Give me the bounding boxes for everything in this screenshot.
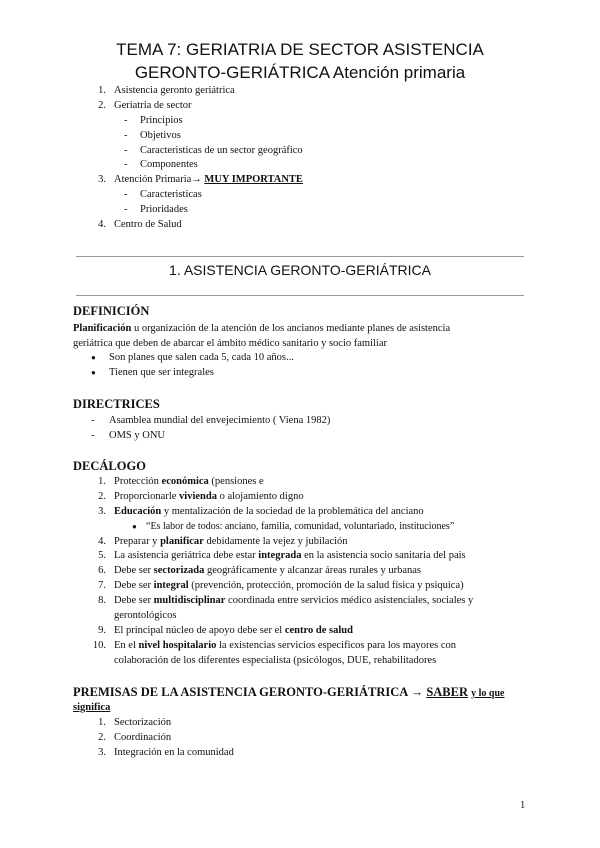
heading-directrices: DIRECTRICES bbox=[73, 397, 160, 411]
definicion-paragraph: Planificación u organización de la atención de los ancianos mediante planes de asistencia geriátrica que deben de abarcar el ámbito médico sanitario y socio familiar ● Son planes que salen cada 5, cada 10 años... ● Tienen que ser integrales bbox=[73, 322, 523, 381]
list-item: ● Tienen que ser integrales bbox=[73, 366, 523, 381]
toc-item: 4. Centro de Salud bbox=[98, 219, 182, 231]
toc-subitem: - Objetivos bbox=[124, 129, 181, 141]
divider bbox=[76, 256, 524, 257]
toc-item: 1. Asistencia geronto geriátrica bbox=[98, 85, 235, 96]
list-item: 3. Integración en la comunidad bbox=[98, 746, 234, 758]
list-item: 9. El principal núcleo de apoyo debe ser el centro de salud bbox=[98, 624, 353, 636]
toc-subitem: - Caracteristicas de un sector geográfico bbox=[124, 144, 303, 156]
list-item-continuation: colaboración de los diferentes especialista (psicólogos, DUE, rehabilitadores bbox=[114, 654, 437, 666]
list-item: 2. Proporcionarle vivienda o alojamiento digno bbox=[98, 490, 304, 502]
title-sub: Atención primaria bbox=[332, 63, 466, 82]
list-item: 6. Debe ser sectorizada geográficamente y alcanzar áreas rurales y urbanas bbox=[98, 565, 421, 577]
bullet-icon: ● bbox=[91, 368, 96, 378]
heading-definicion: DEFINICIÓN bbox=[73, 304, 150, 318]
directrices-list bbox=[73, 414, 523, 444]
toc-item: 3. Atención Primaria→ MUY IMPORTANTE bbox=[98, 174, 303, 186]
heading-decalogo: DECÁLOGO bbox=[73, 459, 146, 473]
heading-premisas-cont: significa bbox=[73, 702, 111, 713]
toc-item: 2. Geriatria de sector bbox=[98, 99, 192, 111]
arrow-icon: → bbox=[410, 685, 424, 699]
list-item: 1. Protección económica (pensiones e bbox=[98, 476, 264, 487]
list-subitem: ● “Es labor de todos: anciano, familia, comunidad, voluntariado, instituciones” bbox=[84, 520, 524, 535]
list-item: 10. En el nivel hospitalario la existencias servicios especificos para los mayores con bbox=[92, 639, 457, 651]
divider bbox=[76, 295, 524, 296]
title-main: GERONTO-GERIÁTRICA bbox=[134, 63, 330, 82]
arrow-icon: → bbox=[191, 174, 202, 186]
toc-subitem: - Prioridades bbox=[124, 204, 188, 216]
list-item: - OMS y ONU bbox=[91, 429, 166, 441]
emphasis-label: MUY IMPORTANTE bbox=[204, 174, 303, 186]
bullet-icon: ● bbox=[91, 353, 96, 363]
toc-subitem: - Caracteristicas bbox=[124, 189, 202, 201]
list-item: 7. Debe ser integral (prevención, protección, promoción de la salud física y psiquica) bbox=[98, 580, 464, 592]
list-item: 8. Debe ser multidisciplinar coordinada entre servicios médico asistenciales, sociales y bbox=[98, 595, 474, 607]
list-item: 3. Educación y mentalización de la sociedad de la problemática del anciano bbox=[98, 505, 424, 517]
table-of-contents bbox=[84, 84, 524, 233]
list-item: 4. Preparar y planificar debidamente la vejez y jubilación bbox=[98, 535, 348, 547]
decalogo-list bbox=[84, 475, 524, 669]
list-item: 1. Sectorización bbox=[98, 717, 172, 728]
page-number: 1 bbox=[520, 800, 526, 811]
toc-subitem: - Componentes bbox=[124, 159, 198, 171]
bullet-icon: ● bbox=[132, 521, 137, 531]
heading-premisas: PREMISAS DE LA ASISTENCIA GERONTO-GERIÁTRICA → SABER y lo que bbox=[73, 685, 505, 699]
premisas-list bbox=[84, 716, 524, 761]
toc-subitem: - Principios bbox=[124, 114, 183, 126]
list-item: - Asamblea mundial del envejecimiento ( Viena 1982) bbox=[91, 415, 331, 426]
page-title-line2 bbox=[0, 61, 600, 85]
list-item: 5. La asistencia geriátrica debe estar integrada en la asistencia socio sanitaria del pais bbox=[98, 550, 466, 562]
list-item: ● Son planes que salen cada 5, cada 10 años... bbox=[73, 351, 523, 366]
page-title-line1: TEMA 7: GERIATRIA DE SECTOR ASISTENCIA bbox=[116, 40, 484, 59]
list-item: 2. Coordinación bbox=[98, 731, 172, 743]
list-item-continuation: gerontológicos bbox=[114, 610, 177, 622]
section-title: 1. ASISTENCIA GERONTO-GERIÁTRICA bbox=[169, 262, 431, 278]
